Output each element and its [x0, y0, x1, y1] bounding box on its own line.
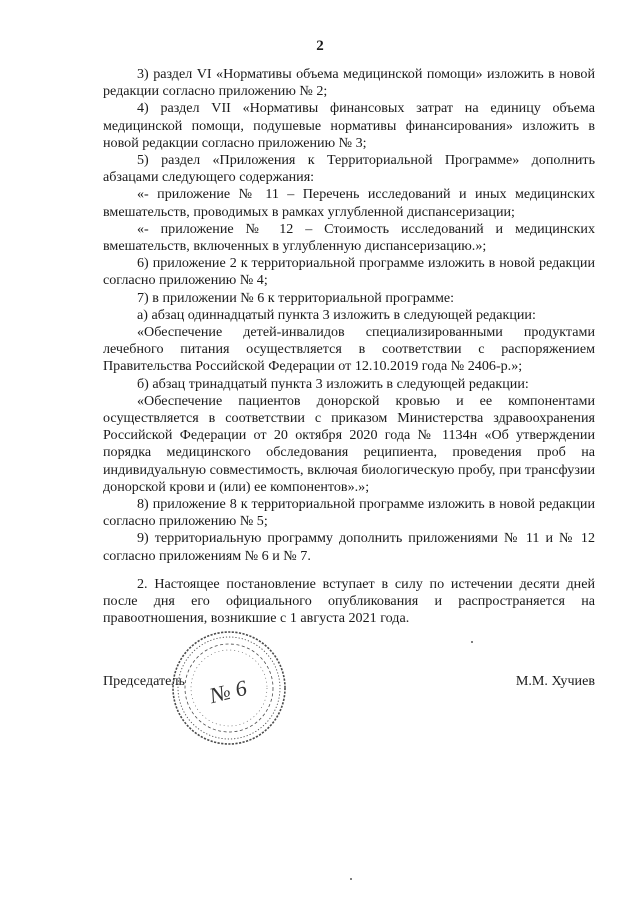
scan-speck [350, 878, 352, 880]
document-body [103, 66, 595, 628]
paragraph-item-7a-text: «Обеспечение детей-инвалидов специализированными продуктами лечебного питания осуществляется в соответствии с распоряжением Правительства Российской Федерации от 12.10.2019 года № 2406-р.»; [103, 324, 595, 375]
paragraph-item-7: 7) в приложении № 6 к территориальной программе: [137, 289, 455, 306]
paragraph-item-7a: а) абзац одиннадцатый пункта 3 изложить в следующей редакции: [137, 306, 536, 323]
paragraph-appendix-12: «- приложение № 12 – Стоимость исследований и медицинских вмешательств, включенных в углубленную диспансеризацию.»; [103, 220, 595, 255]
paragraph-item-4: 4) раздел VII «Нормативы финансовых затрат на единицу объема медицинской помощи, подушевые нормативы финансирования» изложить в новой редакции согласно приложению № 3; [103, 100, 595, 151]
paragraph-item-6: 6) приложение 2 к территориальной программе изложить в новой редакции согласно приложению № 4; [103, 255, 595, 289]
closing-paragraph: 2. Настоящее постановление вступает в силу по истечении десяти дней после дня его официального опубликования и распространяется на правоотношения, возникшие с 1 августа 2021 года. [103, 575, 595, 627]
paragraph-item-9: 9) территориальную программу дополнить приложениями № 11 и № 12 согласно приложениям № 6 и № 7. [103, 530, 595, 564]
official-seal-stamp [170, 629, 288, 747]
paragraph-item-3: 3) раздел VI «Нормативы объема медицинской помощи» изложить в новой редакции согласно приложению № 2; [103, 66, 595, 100]
stamp-number: № 6 [207, 674, 250, 709]
signature-name: М.М. Хучиев [515, 673, 595, 689]
paragraph-item-7b: б) абзац тринадцатый пункта 3 изложить в следующей редакции: [137, 375, 529, 392]
signature-title: Председатель [103, 673, 185, 689]
scan-speck [471, 641, 473, 643]
paragraph-item-7b-text: «Обеспечение пациентов донорской кровью и ее компонентами осуществляется в соответствии с приказом Министерства здравоохранения Российской Федерации от 20 октября 2020 года № 1134н «Об утверждении порядка медицинского обследования реципиента, проведения проб на индивидуальную совместимость, включая биологическую пробу, при трансфузии донорской крови и (или) ее компонентов».»; [103, 392, 595, 495]
paragraph-appendix-11: «- приложение № 11 – Перечень исследований и иных медицинских вмешательств, проводимых в рамках углубленной диспансеризации; [103, 186, 595, 220]
paragraph-item-8: 8) приложение 8 к территориальной программе изложить в новой редакции согласно приложению № 5; [103, 496, 595, 530]
page-number: 2 [316, 38, 324, 54]
paragraph-item-5: 5) раздел «Приложения к Территориальной Программе» дополнить абзацами следующего содержания: [103, 152, 595, 186]
